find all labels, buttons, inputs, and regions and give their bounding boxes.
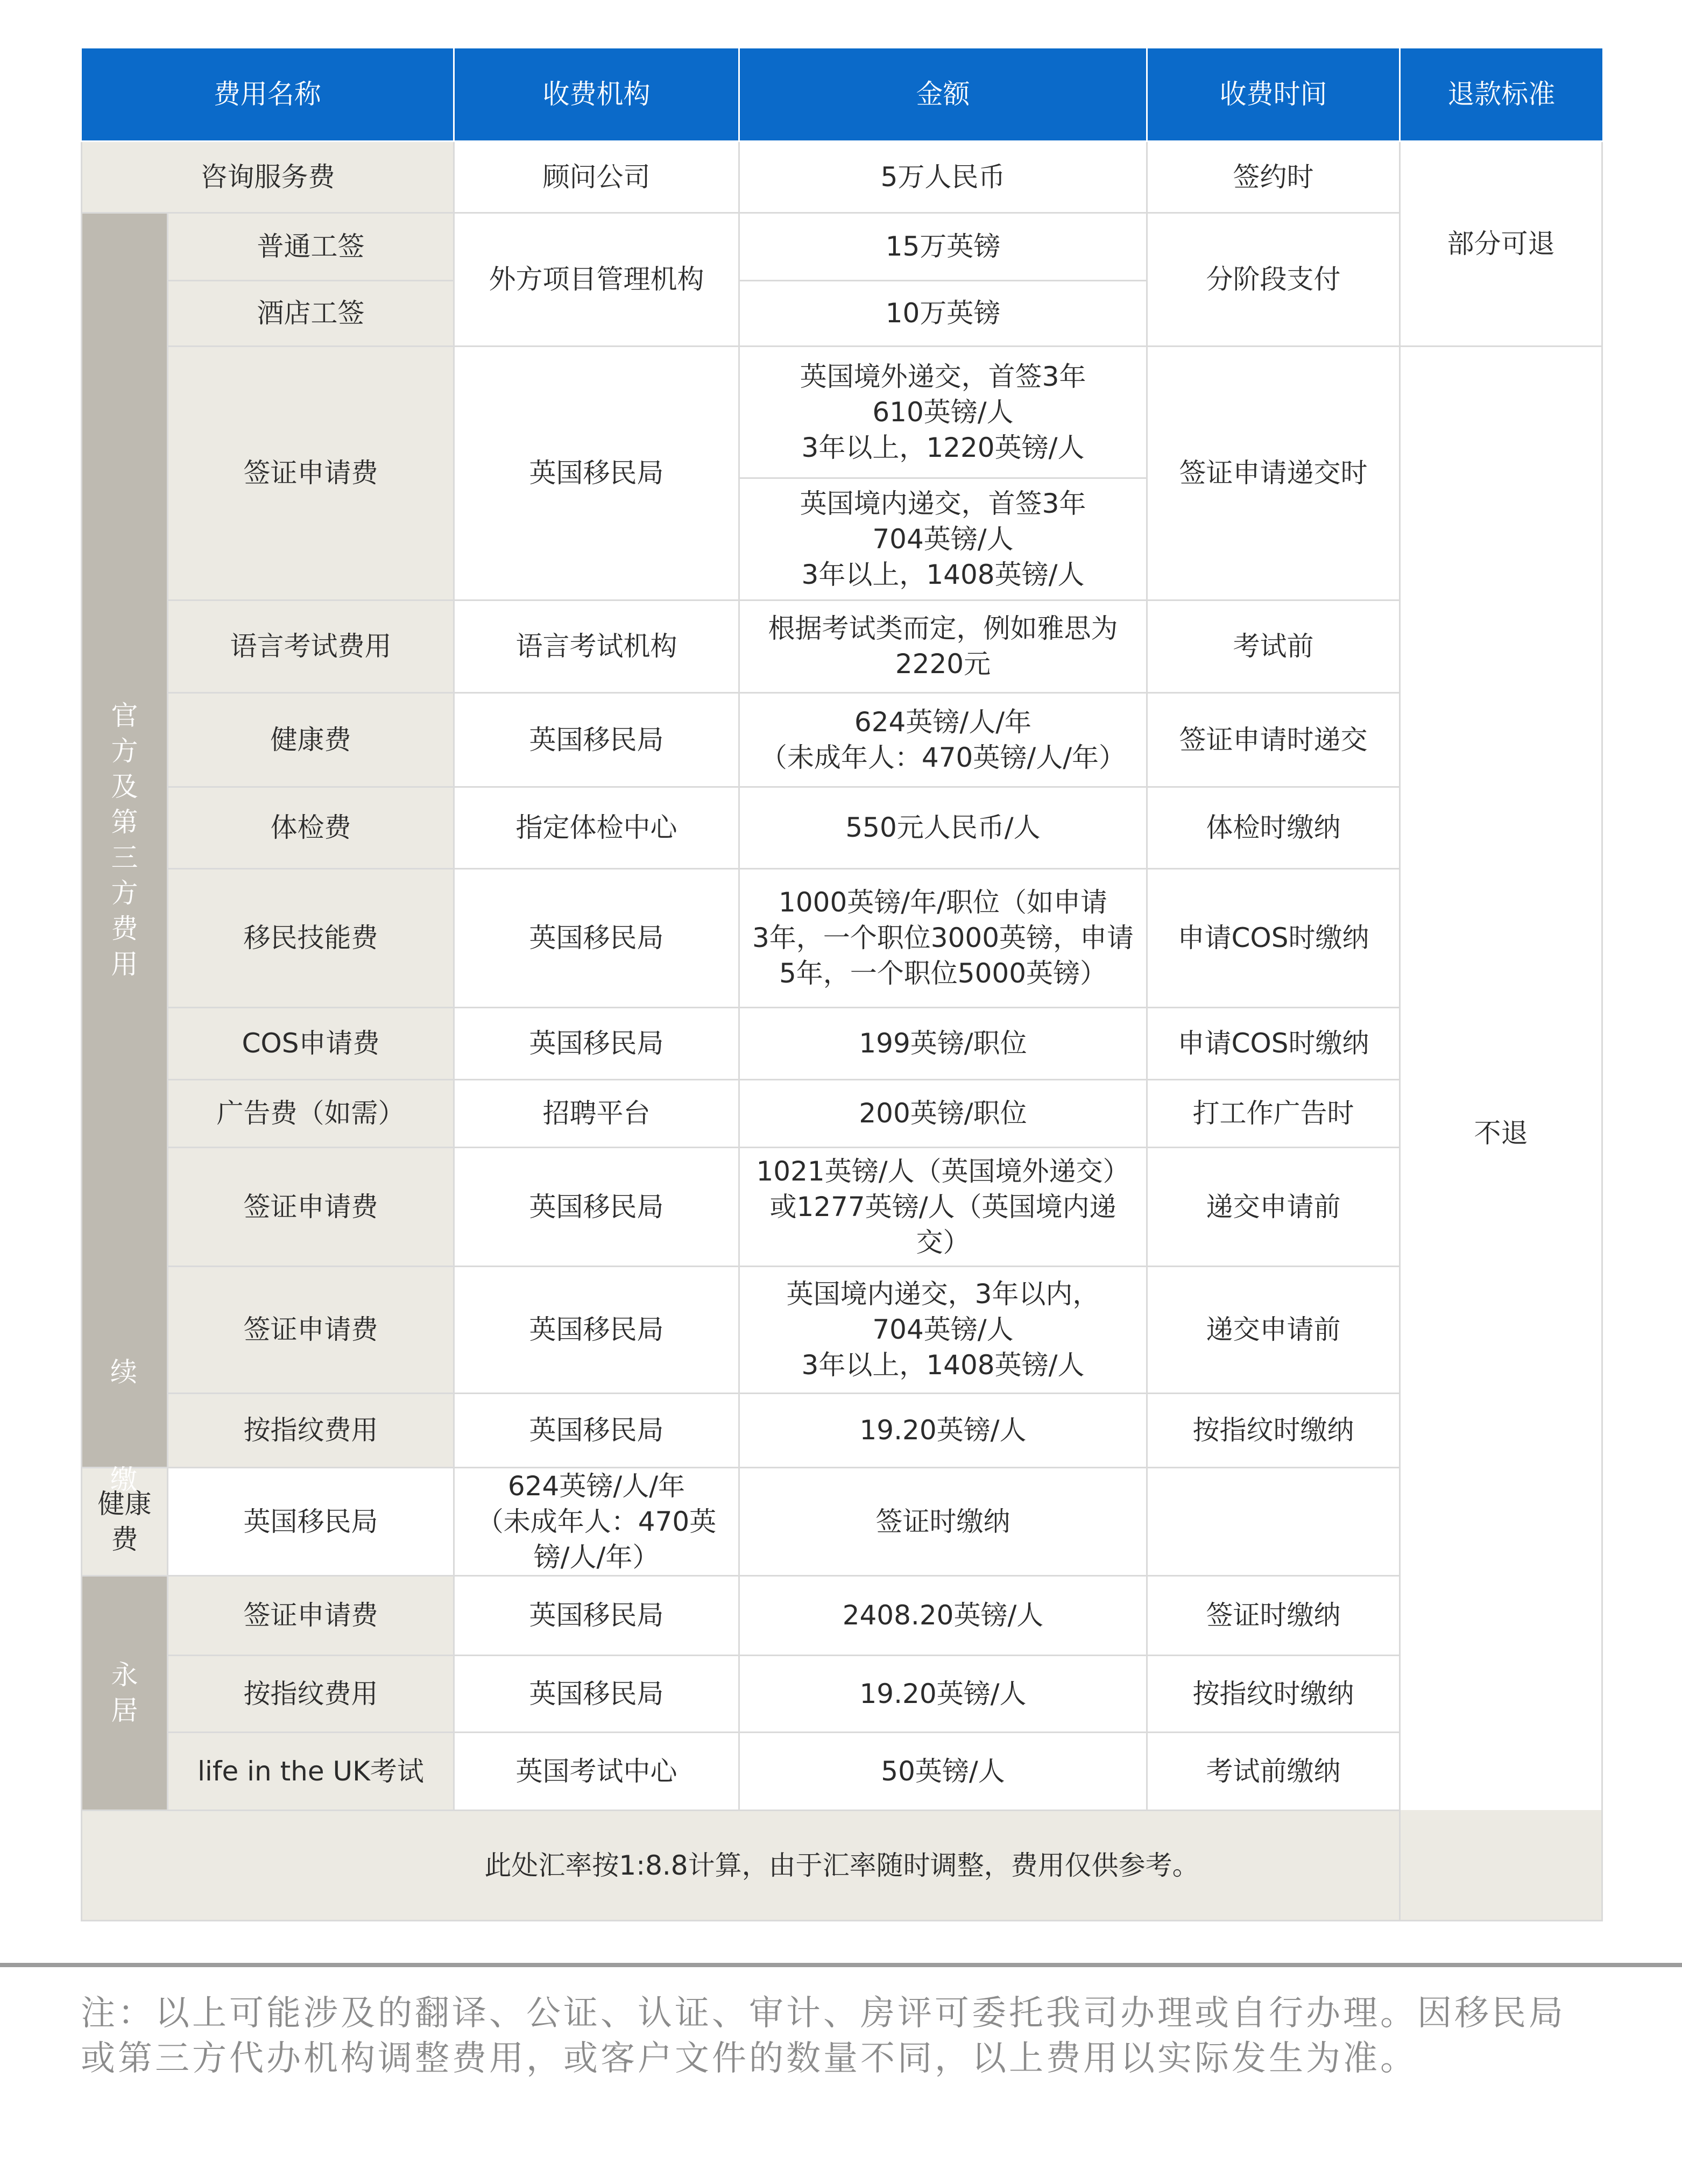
divider	[0, 1963, 1682, 1967]
table-row	[82, 346, 1602, 478]
group-pr-text-2: 居	[111, 1695, 138, 1726]
fee-time: 申请COS时缴纳	[1147, 1007, 1400, 1079]
fee-time: 按指纹时缴纳	[1147, 1393, 1400, 1467]
group-renewal-text-1: 续	[110, 1356, 137, 1388]
fee-agency: 英国移民局	[454, 692, 739, 787]
fee-name: 按指纹费用	[168, 1393, 454, 1467]
fee-amount: 200英镑/职位	[739, 1079, 1147, 1147]
table-row	[82, 868, 1602, 1007]
fee-time: 体检时缴纳	[1147, 787, 1400, 868]
fee-name: 语言考试费用	[168, 600, 454, 692]
fee-name: 咨询服务费	[82, 141, 454, 213]
header-time: 收费时间	[1147, 48, 1400, 141]
table-row	[82, 787, 1602, 868]
fee-amount: 5万人民币	[739, 141, 1147, 213]
fee-amount: 英国境内递交，首签3年 704英镑/人 3年以上，1408英镑/人	[739, 478, 1147, 600]
fee-time: 签证时缴纳	[739, 1467, 1147, 1575]
fee-agency: 招聘平台	[454, 1079, 739, 1147]
table-row	[82, 1575, 1602, 1655]
fee-amount: 1000英镑/年/职位（如申请 3年，一个职位3000英镑，申请 5年，一个职位5000英镑）	[739, 868, 1147, 1007]
fee-time: 考试前缴纳	[1147, 1732, 1400, 1810]
fee-agency: 英国移民局	[454, 1393, 739, 1467]
fee-amount: 10万英镑	[739, 280, 1147, 346]
fee-agency: 语言考试机构	[454, 600, 739, 692]
fee-amount: 624英镑/人/年 （未成年人：470英镑/人/年）	[739, 692, 1147, 787]
refund-none: 不退	[1400, 346, 1602, 1920]
fee-time: 递交申请前	[1147, 1147, 1400, 1266]
fee-amount: 英国境内递交，3年以内， 704英镑/人 3年以上，1408英镑/人	[739, 1266, 1147, 1393]
header-agency: 收费机构	[454, 48, 739, 141]
exchange-note-row	[82, 1810, 1602, 1920]
fee-time: 签约时	[1147, 141, 1400, 213]
fee-agency: 英国移民局	[168, 1467, 454, 1575]
table-row	[82, 1393, 1602, 1467]
fee-agency: 英国移民局	[454, 1007, 739, 1079]
header-refund: 退款标准	[1400, 48, 1602, 141]
fee-agency: 英国移民局	[454, 346, 739, 600]
fee-name: 移民技能费	[168, 868, 454, 1007]
table-row	[82, 141, 1602, 213]
table-row	[82, 1732, 1602, 1810]
table-row	[82, 600, 1602, 692]
fee-time: 签证时缴纳	[1147, 1575, 1400, 1655]
group-official-text: 官方及第三方费用	[111, 700, 138, 980]
fee-amount: 550元人民币/人	[739, 787, 1147, 868]
fee-time: 考试前	[1147, 600, 1400, 692]
group-renewal-text-2: 缴	[110, 1464, 137, 1495]
table-row	[82, 1467, 1602, 1575]
fee-agency: 英国移民局	[454, 868, 739, 1007]
fee-amount: 英国境外递交，首签3年 610英镑/人 3年以上，1220英镑/人	[739, 346, 1147, 478]
refund-partial: 部分可退	[1400, 141, 1602, 346]
exchange-note: 此处汇率按1:8.8计算，由于汇率随时调整，费用仅供参考。	[82, 1810, 1602, 1920]
fee-name: 签证申请费	[168, 1266, 454, 1393]
fee-name: life in the UK考试	[168, 1732, 454, 1810]
fee-amount: 50英镑/人	[739, 1732, 1147, 1810]
fee-amount: 19.20英镑/人	[739, 1655, 1147, 1732]
group-label-official	[82, 213, 168, 1467]
fee-agency: 英国考试中心	[454, 1732, 739, 1810]
fee-name: 健康费	[82, 1467, 168, 1575]
fee-amount: 1021英镑/人（英国境外递交） 或1277英镑/人（英国境内递 交）	[739, 1147, 1147, 1266]
fee-name: 健康费	[168, 692, 454, 787]
table-row	[82, 692, 1602, 787]
fee-agency: 英国移民局	[454, 1655, 739, 1732]
group-label-renewal	[81, 1318, 167, 1533]
table-row	[82, 1266, 1602, 1393]
fee-time: 签证申请时递交	[1147, 692, 1400, 787]
fee-time: 打工作广告时	[1147, 1079, 1400, 1147]
fee-amount: 15万英镑	[739, 213, 1147, 280]
fee-name: COS申请费	[168, 1007, 454, 1079]
group-pr-text-1: 永	[111, 1659, 138, 1691]
fee-agency: 英国移民局	[454, 1575, 739, 1655]
table-row	[82, 213, 1602, 280]
fee-name: 签证申请费	[168, 1575, 454, 1655]
header-amount: 金额	[739, 48, 1147, 141]
fee-amount: 2408.20英镑/人	[739, 1575, 1147, 1655]
fee-name: 签证申请费	[168, 346, 454, 600]
fee-agency: 指定体检中心	[454, 787, 739, 868]
fee-name: 体检费	[168, 787, 454, 868]
table-row	[82, 1655, 1602, 1732]
fee-name: 广告费（如需）	[168, 1079, 454, 1147]
fee-time: 申请COS时缴纳	[1147, 868, 1400, 1007]
table-row	[82, 1147, 1602, 1266]
fee-time: 签证申请递交时	[1147, 346, 1400, 600]
fee-agency: 外方项目管理机构	[454, 213, 739, 346]
header-row	[82, 48, 1602, 141]
table-row	[82, 1007, 1602, 1079]
fee-time: 递交申请前	[1147, 1266, 1400, 1393]
fee-agency: 英国移民局	[454, 1266, 739, 1393]
fee-amount: 根据考试类而定，例如雅思为 2220元	[739, 600, 1147, 692]
fee-table	[81, 48, 1603, 1921]
table-row	[82, 1079, 1602, 1147]
footnote: 注：以上可能涉及的翻译、公证、认证、审计、房评可委托我司办理或自行办理。因移民局或第三方代办机构调整费用，或客户文件的数量不同，以上费用以实际发生为准。	[81, 1994, 1566, 2079]
fee-amount: 624英镑/人/年 （未成年人：470英镑/人/年）	[454, 1467, 739, 1575]
fee-amount: 199英镑/职位	[739, 1007, 1147, 1079]
fee-name: 按指纹费用	[168, 1655, 454, 1732]
group-label-pr	[82, 1575, 168, 1810]
fee-agency: 顾问公司	[454, 141, 739, 213]
fee-amount: 19.20英镑/人	[739, 1393, 1147, 1467]
header-fee-name: 费用名称	[82, 48, 454, 141]
fee-name: 普通工签	[168, 213, 454, 280]
fee-time: 分阶段支付	[1147, 213, 1400, 346]
fee-time: 按指纹时缴纳	[1147, 1655, 1400, 1732]
fee-agency: 英国移民局	[454, 1147, 739, 1266]
fee-name: 签证申请费	[168, 1147, 454, 1266]
fee-name: 酒店工签	[168, 280, 454, 346]
